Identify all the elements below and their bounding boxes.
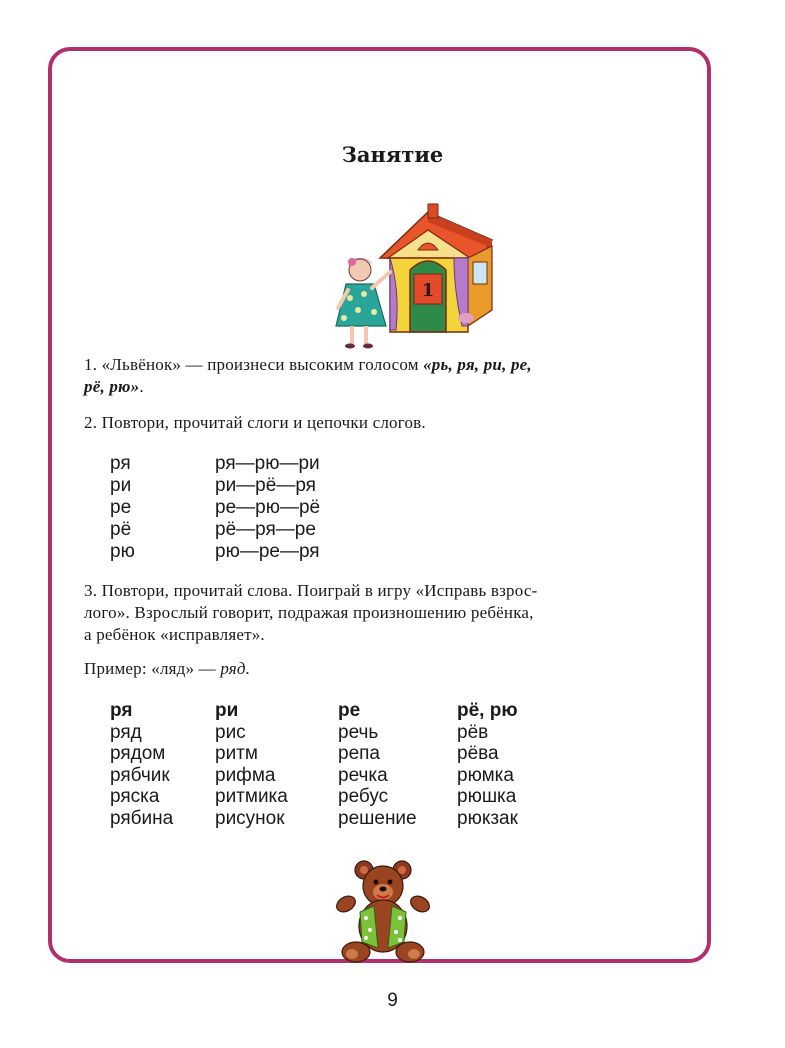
syllable: ре	[110, 497, 132, 518]
word-column-re	[338, 700, 417, 829]
task1-text	[84, 354, 604, 398]
word-column-header: ря	[110, 700, 133, 721]
teddy-bear-illustration	[330, 858, 434, 966]
syllables-column	[110, 453, 135, 563]
word-column-ri	[215, 700, 288, 829]
task1-end: .	[139, 377, 144, 396]
syllable: ря	[110, 453, 131, 474]
syllable: рю	[110, 541, 135, 562]
word: рябчик	[110, 764, 170, 786]
word-column-ryo-ryu	[457, 700, 518, 829]
word: рёва	[457, 743, 499, 764]
word: рюкзак	[457, 807, 518, 829]
example-line	[84, 658, 604, 680]
word: решение	[338, 807, 417, 829]
task3-line: а ребёнок «исправляет».	[84, 625, 265, 644]
word: рифма	[215, 764, 276, 786]
task2-text: 2. Повтори, прочитай слоги и цепочки слогов.	[84, 413, 426, 432]
task1-sounds-line2: рё, рю»	[84, 377, 140, 396]
word: речка	[338, 764, 388, 786]
word-column-header: ри	[215, 700, 239, 721]
syllable-chain: ря—рю—ри	[215, 453, 320, 474]
task1-prefix: 1. «Львёнок» — произнеси высоким голосом	[84, 355, 424, 374]
page-number: 9	[387, 990, 398, 1011]
task3-line: 3. Повтори, прочитай слова. Поиграй в игру «Исправь взрос-	[84, 581, 538, 600]
girl-house-illustration	[330, 200, 500, 350]
syllable-chain: рю—ре—ря	[215, 541, 320, 562]
word: рёв	[457, 721, 489, 743]
word-column-rya	[110, 700, 173, 829]
word-column-header: ре	[338, 700, 361, 721]
syllable-chain: ри—рё—ря	[215, 475, 316, 496]
word: ряска	[110, 786, 160, 807]
example-answer: ряд.	[220, 659, 251, 678]
word: ряд	[110, 721, 142, 743]
word: репа	[338, 743, 380, 764]
word-column-header: рё, рю	[457, 700, 518, 721]
word: ребус	[338, 786, 389, 807]
page-title: Занятие	[341, 142, 444, 167]
word: речь	[338, 721, 379, 743]
word: ритмика	[215, 786, 288, 807]
word: ритм	[215, 743, 258, 764]
task1-sounds-line1: «рь, ря, ри, ре,	[423, 355, 532, 374]
word: рисунок	[215, 807, 285, 829]
word: рис	[215, 721, 246, 743]
syllable-chain: ре—рю—рё	[215, 497, 321, 518]
task3-line: лого». Взрослый говорит, подражая произношению ребёнка,	[84, 603, 534, 622]
syllable: ри	[110, 475, 132, 496]
word: рюмка	[457, 764, 514, 786]
syllable-chain: рё—ря—ре	[215, 519, 316, 540]
house-number: 1	[421, 280, 435, 301]
word: рюшка	[457, 786, 517, 807]
word: рябина	[110, 807, 174, 829]
syllable-chains-column	[215, 453, 320, 563]
syllable: рё	[110, 519, 132, 540]
example-prefix: Пример: «ляд» —	[84, 659, 221, 678]
task3-text	[84, 580, 604, 646]
word: рядом	[110, 743, 166, 764]
